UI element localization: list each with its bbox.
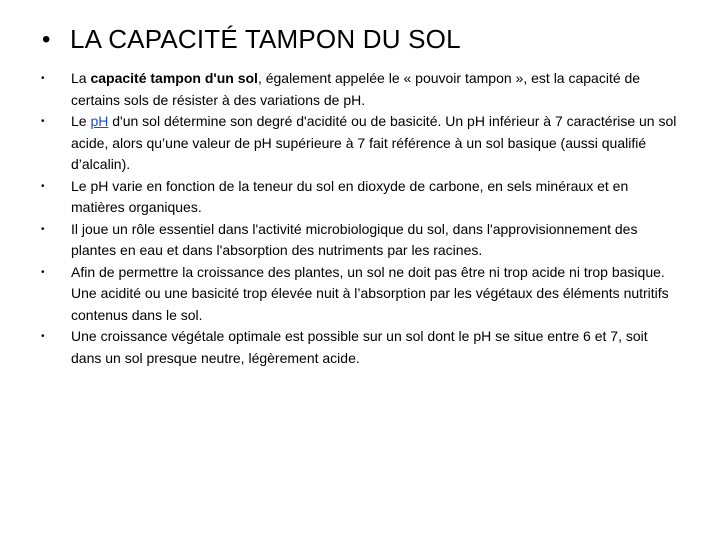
bullet-text <box>71 219 680 262</box>
bullet-icon: • <box>41 180 45 192</box>
slide-title-row <box>42 24 682 55</box>
bullet-text <box>71 176 680 219</box>
bullet-text <box>71 111 680 176</box>
text-segment: Une croissance végétale optimale est possible sur un sol dont le pH se situe entre 6 et 7, soit dans un sol presque neutre, légèrement acide. <box>71 328 648 366</box>
bullet-item <box>40 68 680 111</box>
title-bullet-icon: • <box>42 25 51 53</box>
bullet-item <box>40 262 680 327</box>
slide-title: LA CAPACITÉ TAMPON DU SOL <box>70 24 461 54</box>
bullet-icon: • <box>41 223 45 235</box>
bullet-item <box>40 219 680 262</box>
bold-term: capacité tampon d'un sol <box>90 70 258 86</box>
bullet-icon: • <box>41 266 45 278</box>
bullet-text <box>71 68 680 111</box>
text-segment: Afin de permettre la croissance des plantes, un sol ne doit pas être ni trop acide ni trop basique. Une acidité ou une basicité trop élevée nuit à l’absorption par les végétaux des éléments nutritifs contenus dans le sol. <box>71 263 669 323</box>
text-segment: Le pH varie en fonction de la teneur du sol en dioxyde de carbone, en sels minéraux et en matières organiques. <box>71 177 629 215</box>
bullet-icon: • <box>41 116 45 127</box>
bullet-item <box>40 111 680 176</box>
text-segment: La <box>71 70 91 86</box>
bullet-icon: • <box>41 331 45 342</box>
text-segment: Il joue un rôle essentiel dans l'activité microbiologique du sol, dans l'approvisionnement des plantes en eau et dans l'absorption des nutriments par les racines. <box>71 220 638 258</box>
bullet-icon: • <box>41 73 45 84</box>
text-segment: , également appelée le « pouvoir tampon », est la capacité de certains sols de résister à des variations de pH. <box>71 70 641 108</box>
text-segment: d'un sol détermine son degré d'acidité ou de basicité. Un pH inférieur à 7 caractérise un sol acide, alors qu’une valeur de pH supérieure à 7 fait référence à un sol basique (aussi qualifié d’alcalin). <box>71 113 677 172</box>
bullet-text <box>71 262 680 327</box>
bullet-item <box>40 176 680 219</box>
bullet-list <box>40 68 680 369</box>
bullet-item <box>40 326 680 369</box>
ph-link[interactable]: pH <box>90 113 109 129</box>
bullet-text <box>71 326 680 369</box>
text-segment: Le <box>71 113 91 129</box>
